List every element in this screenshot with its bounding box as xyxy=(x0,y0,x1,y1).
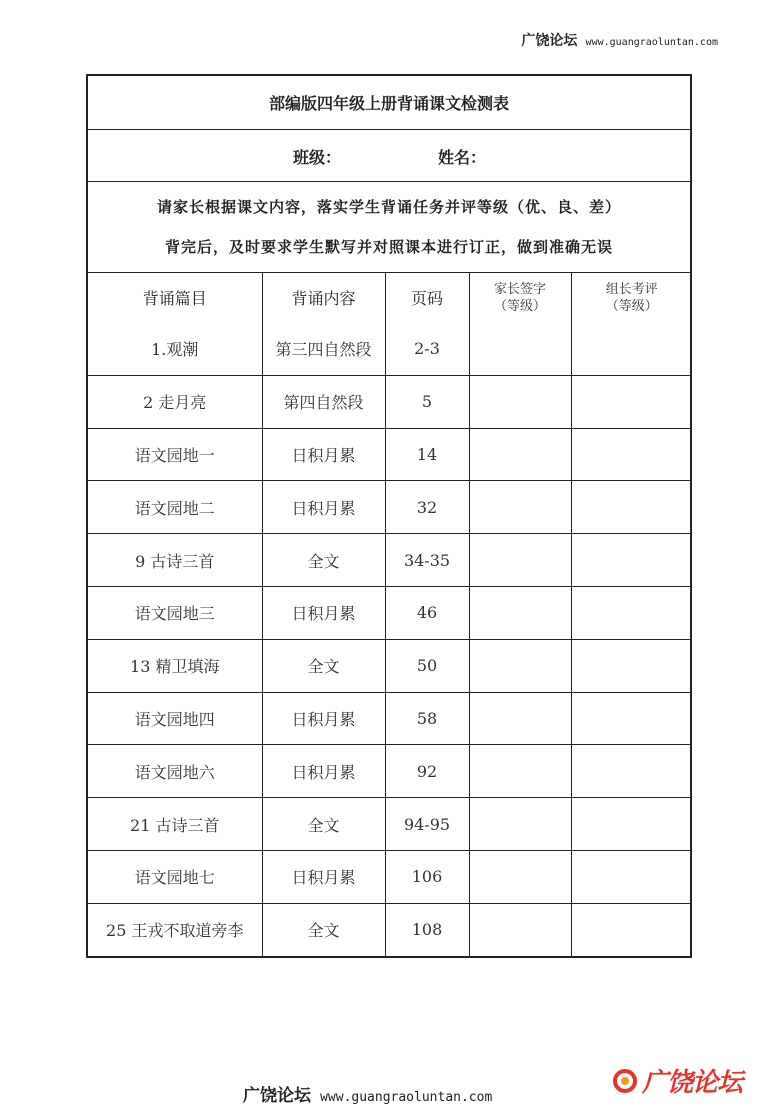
cell-parent-signature[interactable] xyxy=(469,903,571,955)
table-row xyxy=(88,798,692,851)
cell-parent-signature[interactable] xyxy=(469,798,571,851)
table-row xyxy=(88,375,692,428)
cell-content: 日积月累 xyxy=(262,692,385,745)
logo-text: 广饶论坛 xyxy=(642,1068,743,1098)
notice-line-2: 背完后，及时要求学生默写并对照课本进行订正，做到准确无误 xyxy=(164,238,613,256)
cell-page: 108 xyxy=(385,903,469,955)
cell-content: 第四自然段 xyxy=(262,375,385,428)
cell-parent-signature[interactable] xyxy=(469,639,571,692)
cell-page: 2-3 xyxy=(385,323,469,375)
cell-leader-review[interactable] xyxy=(571,323,692,375)
cell-leader-review[interactable] xyxy=(571,428,692,481)
header-leader-review xyxy=(571,272,692,323)
cell-parent-signature[interactable] xyxy=(469,428,571,481)
cell-title: 13 精卫填海 xyxy=(88,639,262,692)
cell-content: 日积月累 xyxy=(262,586,385,639)
site-footer xyxy=(243,1081,492,1106)
header-content: 背诵内容 xyxy=(262,272,385,323)
cell-parent-signature[interactable] xyxy=(469,850,571,903)
table-row xyxy=(88,323,692,375)
cell-parent-signature[interactable] xyxy=(469,375,571,428)
cell-page: 32 xyxy=(385,481,469,534)
header-page: 页码 xyxy=(385,272,469,323)
cell-page: 58 xyxy=(385,692,469,745)
cell-title: 25 王戎不取道旁李 xyxy=(88,903,262,955)
site-brand: 广饶论坛 xyxy=(521,33,578,49)
cell-parent-signature[interactable] xyxy=(469,745,571,798)
cell-title: 9 古诗三首 xyxy=(88,534,262,587)
recitation-table xyxy=(88,272,692,956)
table-row xyxy=(88,428,692,481)
cell-leader-review[interactable] xyxy=(571,745,692,798)
footer-brand: 广饶论坛 xyxy=(243,1086,311,1106)
cell-page: 92 xyxy=(385,745,469,798)
cell-page: 34-35 xyxy=(385,534,469,587)
cell-leader-review[interactable] xyxy=(571,798,692,851)
cell-title: 21 古诗三首 xyxy=(88,798,262,851)
table-row xyxy=(88,586,692,639)
site-url: www.guangraoluntan.com xyxy=(585,37,718,48)
cell-content: 全文 xyxy=(262,534,385,587)
cell-parent-signature[interactable] xyxy=(469,692,571,745)
cell-content: 日积月累 xyxy=(262,745,385,798)
cell-content: 日积月累 xyxy=(262,850,385,903)
name-label: 姓名： xyxy=(438,148,487,167)
student-info-row xyxy=(88,129,690,182)
table-row xyxy=(88,903,692,955)
cell-leader-review[interactable] xyxy=(571,692,692,745)
cell-title: 2 走月亮 xyxy=(88,375,262,428)
brand-logo xyxy=(612,1062,742,1099)
cell-page: 94-95 xyxy=(385,798,469,851)
cell-title: 语文园地二 xyxy=(88,481,262,534)
cell-title: 1.观潮 xyxy=(88,323,262,375)
header-parent-line-2: （等级） xyxy=(493,298,546,314)
cell-parent-signature[interactable] xyxy=(469,323,571,375)
cell-page: 50 xyxy=(385,639,469,692)
cell-leader-review[interactable] xyxy=(571,481,692,534)
table-row xyxy=(88,692,692,745)
header-parent-signature xyxy=(469,272,571,323)
cell-content: 全文 xyxy=(262,639,385,692)
cell-content: 全文 xyxy=(262,798,385,851)
cell-title: 语文园地七 xyxy=(88,850,262,903)
parent-notice xyxy=(88,181,690,273)
cell-parent-signature[interactable] xyxy=(469,534,571,587)
cell-parent-signature[interactable] xyxy=(469,586,571,639)
cell-content: 日积月累 xyxy=(262,481,385,534)
cell-page: 14 xyxy=(385,428,469,481)
swirl-logo-icon xyxy=(612,1068,638,1094)
cell-content: 第三四自然段 xyxy=(262,323,385,375)
cell-title: 语文园地三 xyxy=(88,586,262,639)
cell-page: 46 xyxy=(385,586,469,639)
table-row xyxy=(88,745,692,798)
header-leader-line-1: 组长考评 xyxy=(605,281,658,297)
cell-leader-review[interactable] xyxy=(571,534,692,587)
table-header-row xyxy=(88,272,692,323)
header-parent-line-1: 家长签字 xyxy=(493,281,546,297)
cell-page: 106 xyxy=(385,850,469,903)
cell-title: 语文园地四 xyxy=(88,692,262,745)
table-row xyxy=(88,534,692,587)
cell-leader-review[interactable] xyxy=(571,639,692,692)
cell-leader-review[interactable] xyxy=(571,375,692,428)
recitation-check-form xyxy=(86,74,692,958)
cell-title: 语文园地六 xyxy=(88,745,262,798)
cell-leader-review[interactable] xyxy=(571,586,692,639)
cell-parent-signature[interactable] xyxy=(469,481,571,534)
class-label: 班级： xyxy=(293,148,342,167)
header-leader-line-2: （等级） xyxy=(605,298,658,314)
footer-url: www.guangraoluntan.com xyxy=(320,1090,493,1105)
cell-title: 语文园地一 xyxy=(88,428,262,481)
site-header xyxy=(521,30,718,50)
cell-leader-review[interactable] xyxy=(571,850,692,903)
cell-leader-review[interactable] xyxy=(571,903,692,955)
form-title: 部编版四年级上册背诵课文检测表 xyxy=(88,76,690,130)
table-row xyxy=(88,639,692,692)
table-row xyxy=(88,850,692,903)
header-title: 背诵篇目 xyxy=(88,272,262,323)
notice-line-1: 请家长根据课文内容，落实学生背诵任务并评等级（优、良、差） xyxy=(156,198,621,216)
table-row xyxy=(88,481,692,534)
cell-content: 日积月累 xyxy=(262,428,385,481)
cell-page: 5 xyxy=(385,375,469,428)
cell-content: 全文 xyxy=(262,903,385,955)
